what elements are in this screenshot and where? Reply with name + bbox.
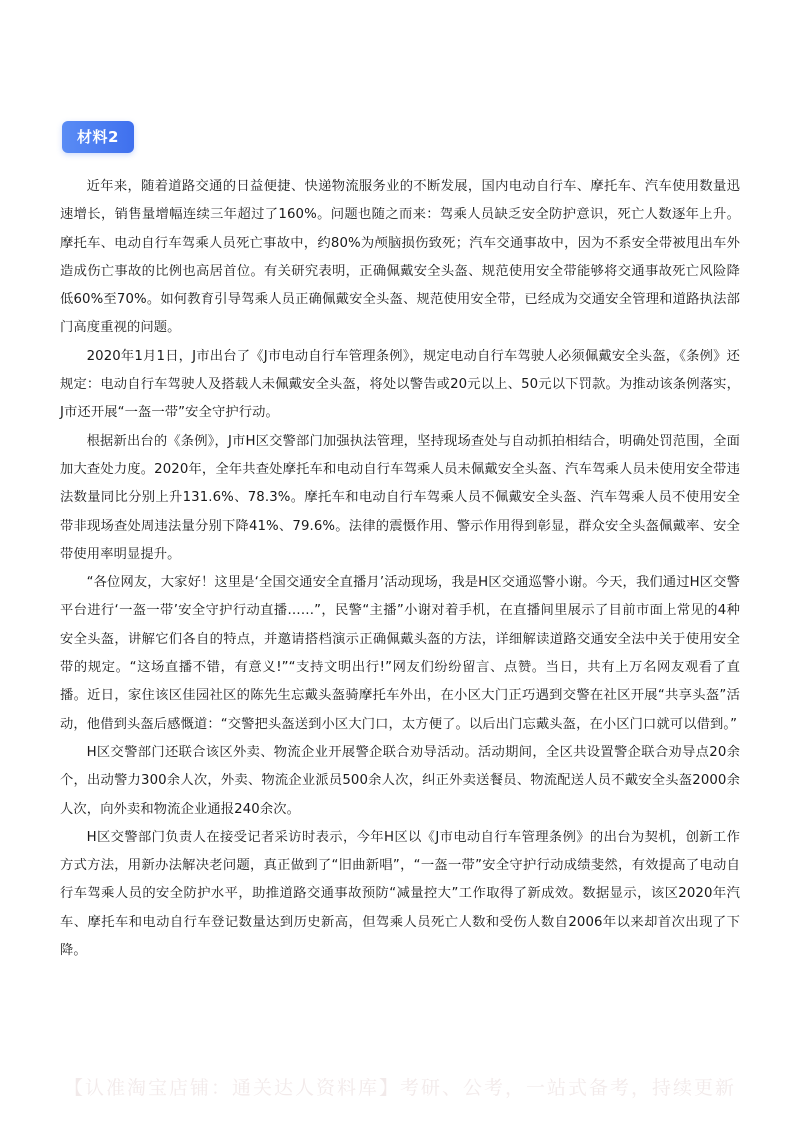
paragraph-6: H区交警部门负责人在接受记者采访时表示，今年H区以《J市电动自行车管理条例》的出台为契机，创新工作方式方法，用新办法解决老问题，真正做到了“旧曲新唱”，“一盔一带”安全守护行动成绩斐然，有效提高了电动自行车驾乘人员的安全防护水平，助推道路交通事故预防“减量控大”工作取得了新成效。数据显示，该区2020年汽车、摩托车和电动自行车登记数量达到历史新高，但驾乘人员死亡人数和受伤人数自2006年以来却首次出现了下降。 (60, 829, 740, 959)
paragraph-3: 根据新出台的《条例》，J市H区交警部门加强执法管理，坚持现场查处与自动抓拍相结合，明确处罚范围，全面加大查处力度。2020年，全年共查处摩托车和电动自行车驾乘人员未佩戴安全头盔、汽车驾乘人员未使用安全带违法数量同比分别上升131.6%、78.3%。摩托车和电动自行车驾乘人员不佩戴安全头盔、汽车驾乘人员不使用安全带非现场查处周违法量分别下降41%、79.6%。法律的震慑作用、警示作用得到彰显，群众安全头盔佩戴率、安全带使用率明显提升。 (60, 433, 740, 562)
paragraph-1: 近年来，随着道路交通的日益便捷、快递物流服务业的不断发展，国内电动自行车、摩托车、汽车使用数量迅速增长，销售量增幅连续三年超过了160%。问题也随之而来：驾乘人员缺乏安全防护意识，死亡人数逐年上升。摩托车、电动自行车驾乘人员死亡事故中，约80%为颅脑损伤致死；汽车交通事故中，因为不系安全带被甩出车外造成伤亡事故的比例也高居首位。有关研究表明，正确佩戴安全头盔、规范使用安全带能够将交通事故死亡风险降低60%至70%。如何教育引导驾乘人员正确佩戴安全头盔、规范使用安全带，已经成为交通安全管理和道路执法部门高度重视的问题。 (60, 179, 740, 336)
document-body (60, 173, 740, 965)
paragraph-5: H区交警部门还联合该区外卖、物流企业开展警企联合劝导活动。活动期间，全区共设置警企联合劝导点20余个，出动警力300余人次，外卖、物流企业派员500余人次，纠正外卖送餐员、物流配送人员不戴安全头盔2000余人次，向外卖和物流企业通报240余次。 (60, 744, 740, 817)
material-label-badge: 材料2 (62, 121, 134, 153)
watermark-text: 【认准淘宝店铺：通关达人资料库】考研、公考，一站式备考，持续更新 (63, 1077, 736, 1099)
paragraph-2: 2020年1月1日，J市出台了《J市电动自行车管理条例》，规定电动自行车驾驶人必须佩戴安全头盔，《条例》还规定：电动自行车驾驶人及搭载人未佩戴安全头盔，将处以警告或20元以上、50元以下罚款。为推动该条例落实，J市还开展“一盔一带”安全守护行动。 (60, 348, 740, 421)
paragraph-4: “各位网友，大家好！这里是‘全国交通安全直播月’活动现场，我是H区交通巡警小谢。今天，我们通过H区交警平台进行‘一盔一带’安全守护行动直播……”，民警“主播”小谢对着手机，在直播间里展示了目前市面上常见的4种安全头盔，讲解它们各自的特点，并邀请搭档演示正确佩戴头盔的方法，详细解读道路交通安全法中关于使用安全带的规定。“这场直播不错，有意义!”“支持文明出行!”网友们纷纷留言、点赞。当日，共有上万名网友观看了直播。近日，家住该区佳园社区的陈先生忘戴头盔骑摩托车外出，在小区大门正巧遇到交警在社区开展“共享头盔”活动，他借到头盔后感慨道：“交警把头盔送到小区大门口，太方便了。以后出门忘戴头盔，在小区门口就可以借到。” (60, 575, 740, 732)
